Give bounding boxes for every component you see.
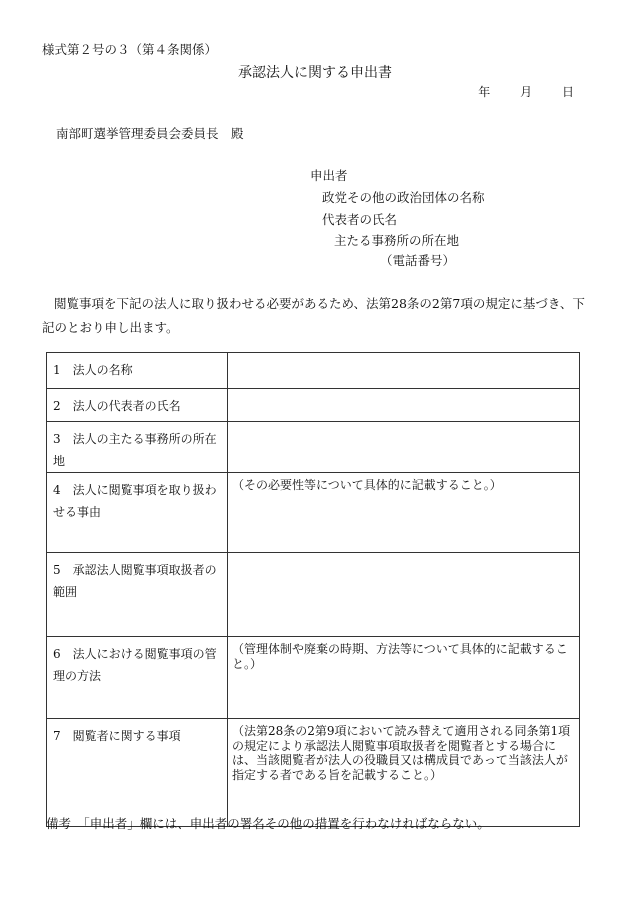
field-office-address[interactable] bbox=[228, 422, 580, 473]
table-row bbox=[47, 422, 580, 473]
applicant-representative-label: 代表者の氏名 bbox=[322, 212, 398, 227]
table-row bbox=[47, 719, 580, 827]
applicant-org-name-label: 政党その他の政治団体の名称 bbox=[322, 190, 485, 205]
field-reason[interactable]: （その必要性等について具体的に記載すること。） bbox=[228, 473, 580, 553]
date-field bbox=[458, 86, 574, 98]
applicant-phone-label: （電話番号） bbox=[380, 253, 456, 268]
date-month: 月 bbox=[520, 85, 533, 99]
form-number: 様式第２号の３（第４条関係） bbox=[42, 42, 218, 57]
table-row bbox=[47, 553, 580, 637]
field-handler-scope[interactable] bbox=[228, 553, 580, 637]
body-paragraph: 閲覧事項を下記の法人に取り扱わせる必要があるため、法第28条の2第7項の規定に基づき、下記のとおり申し出ます。 bbox=[42, 296, 585, 335]
row-label-viewer-matters: 7 閲覧者に関する事項 bbox=[47, 719, 228, 827]
table-row bbox=[47, 473, 580, 553]
row-label-management-method: 6 法人における閲覧事項の管理の方法 bbox=[47, 637, 228, 719]
remarks-note: 備考 「申出者」欄には、申出者の署名その他の措置を行わなければならない。 bbox=[46, 816, 490, 831]
row-label-handler-scope: 5 承認法人閲覧事項取扱者の範囲 bbox=[47, 553, 228, 637]
application-table bbox=[46, 352, 580, 827]
table-row bbox=[47, 637, 580, 719]
row-label-office-address: 3 法人の主たる事務所の所在地 bbox=[47, 422, 228, 473]
row-label-representative-name: 2 法人の代表者の氏名 bbox=[47, 389, 228, 422]
field-management-method[interactable]: （管理体制や廃棄の時期、方法等について具体的に記載すること。） bbox=[228, 637, 580, 719]
date-year: 年 bbox=[478, 85, 491, 99]
document-title: 承認法人に関する申出書 bbox=[238, 65, 392, 81]
table-row bbox=[47, 389, 580, 422]
field-corporation-name[interactable] bbox=[228, 353, 580, 389]
field-viewer-matters[interactable]: （法第28条の2第9項において読み替えて適用される同条第1項の規定により承認法人閲覧事項取扱者を閲覧者とする場合には、当該閲覧者が法人の役職員又は構成員であって当該法人が指定する者である旨を記載すること。） bbox=[228, 719, 580, 827]
date-day: 日 bbox=[561, 85, 574, 99]
row-label-corporation-name: 1 法人の名称 bbox=[47, 353, 228, 389]
row-label-reason: 4 法人に閲覧事項を取り扱わせる事由 bbox=[47, 473, 228, 553]
addressee: 南部町選挙管理委員会委員長 殿 bbox=[56, 126, 244, 141]
applicant-office-address-label: 主たる事務所の所在地 bbox=[334, 233, 460, 248]
applicant-label: 申出者 bbox=[310, 168, 348, 183]
table-row bbox=[47, 353, 580, 389]
field-representative-name[interactable] bbox=[228, 389, 580, 422]
